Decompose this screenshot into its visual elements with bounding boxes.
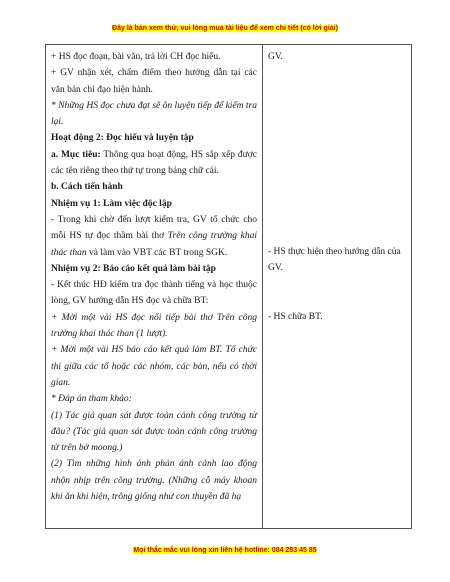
step-read-answer: + HS đọc đoạn, bài văn, trả lời CH đọc hiểu. bbox=[51, 52, 221, 62]
task-2-text: - Kết thúc HĐ kiểm tra đọc thành tiếng và học thuộc lòng, GV hướng dẫn HS đọc và chữa BT: bbox=[51, 280, 257, 307]
procedure-heading: b. Cách tiến hành bbox=[51, 182, 123, 193]
student-note-gv: GV. bbox=[268, 52, 283, 62]
column-divider bbox=[262, 45, 263, 528]
hotline-notice bbox=[0, 547, 450, 554]
preview-notice-text: Đây là bản xem thử, vui lòng mua tài liệu để xem chi tiết (có lời giải) bbox=[112, 25, 338, 32]
student-follow-instructions: - HS thực hiện theo hướng dẫn của GV. bbox=[268, 247, 401, 274]
task-2-bullet-2: + Mời một vài HS báo cáo kết quả làm BT. Tổ chức thi giữa các tổ hoặc các nhóm, các bàn, nếu có thời gian. bbox=[51, 345, 257, 388]
goal-paragraph bbox=[51, 147, 257, 180]
task-1-text bbox=[51, 212, 257, 261]
answer-2: (2) Tìm những hình ảnh phản ánh cảnh lao động nhộn nhịp trên công trường. (Những cỗ máy khoan khi ăn khi hiện, trông giống như con thuyền đã hạ bbox=[51, 459, 257, 503]
goal-text: Thông qua hoạt động, HS sắp xếp được các tên riêng theo thứ tự trong bảng chữ cái. bbox=[51, 149, 257, 177]
note-retest: * Những HS đọc chưa đạt sẽ ôn luyện tiếp để kiểm tra lại. bbox=[51, 100, 257, 128]
answer-heading: * Đáp án tham khảo: bbox=[51, 394, 132, 405]
lesson-table bbox=[45, 44, 412, 529]
hotline-notice-text: Mọi thắc mắc vui lòng xin liên hệ hotline: 084 283 45 85 bbox=[133, 547, 317, 554]
step-teacher-grade: + GV nhận xét, chấm điểm theo hướng dẫn tại các văn bản chỉ đạo hiện hành. bbox=[51, 68, 257, 95]
task-2-bullet-1: + Mời một vài HS đọc nối tiếp bài thơ Trên công trường khai thác than (1 lượt). bbox=[51, 312, 257, 340]
teacher-activities-column bbox=[51, 49, 257, 505]
task-1-text-b: và làm vào VBT các BT trong SGK. bbox=[86, 247, 228, 258]
preview-notice bbox=[0, 25, 450, 32]
goal-label: a. Mục tiêu: bbox=[51, 149, 101, 160]
student-fix-exercises: - HS chữa BT. bbox=[268, 312, 323, 322]
task-1-text-a: - Trong khi chờ đến lượt kiểm tra, GV tổ chức cho mỗi HS tự đọc thầm bài thơ bbox=[51, 214, 257, 242]
answer-1: (1) Tác giả quan sát được toàn cảnh công trường từ đâu? (Tác giả quan sát được toàn cảnh công trường từ trên bờ moong.) bbox=[51, 410, 257, 454]
poem-title: Trên công trường khai thác than bbox=[51, 231, 257, 258]
task-1-heading: Nhiệm vụ 1: Làm việc độc lập bbox=[51, 198, 172, 209]
task-2-heading: Nhiệm vụ 2: Báo cáo kết quả làm bài tập bbox=[51, 263, 216, 274]
activity-2-heading: Hoạt động 2: Đọc hiểu và luyện tập bbox=[51, 133, 194, 144]
